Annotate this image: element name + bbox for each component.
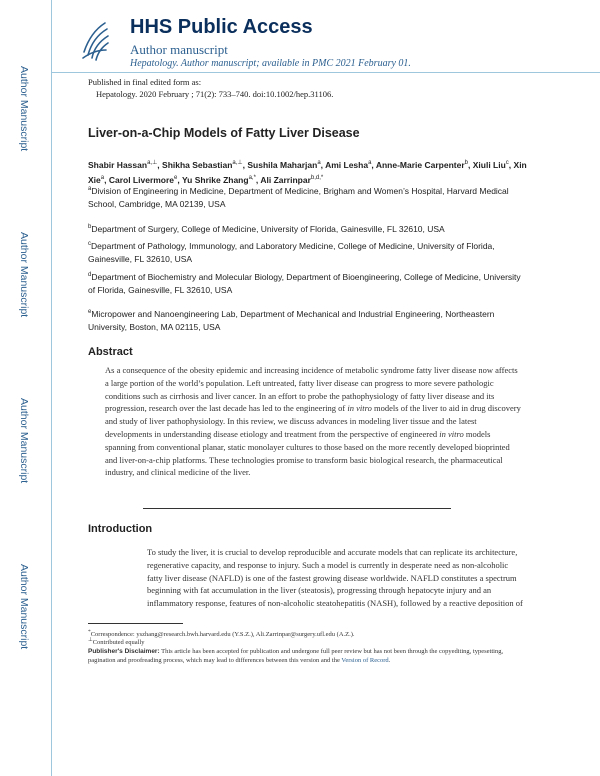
author: Xiuli Liu$^c$	[472, 159, 509, 170]
equal-contribution-footnote: ⊥Contributed equally	[88, 637, 145, 647]
abstract-text: As a consequence of the obesity epidemic and increasing incidence of metabolic syndrome fatty liver disease now affects a large portion of the world’s population. Left untreated, fatty liver disease can progress to more severe pathologic conditions such as cirrhosis and liver cancer. In an effort to probe the pathophysiology of fatty liver disease and its progression, research over the last decade has led to the engineering of in vitro models of the liver to aid in drug discovery and study of liver pathophysiology. In this review, we discuss advances in modeling liver tissue and the latest developments in understanding disease etiology and treatment from the perspective of engineered in vitro models spanning from conventional planar, static monolayer cultures to those based on the more recently developed bioprinted and liver-on-a-chip platforms. These technologies promise to transform basic biological research, the pharmaceutical industry, and clinical medicine of the liver.	[105, 365, 521, 478]
author: Sushila Maharjan$^a$	[247, 159, 321, 170]
affiliation-e: $^e$Micropower and Nanoengineering Lab, Department of Mechanical and Industrial Engineering, Northeastern University, Boston, MA 02115, USA	[88, 308, 495, 332]
header-journal-line: Hepatology. Author manuscript; available in PMC 2021 February 01.	[130, 58, 411, 69]
author: Ali Zarrinpar$^{b,d,*}$	[260, 174, 324, 185]
published-in-label: Published in final edited form as:	[88, 77, 202, 87]
affiliation-c: $^c$Department of Pathology, Immunology, and Laboratory Medicine, College of Medicine, University of Florida, Gainesville, FL 32610, USA	[88, 240, 495, 264]
author: Carol Livermore$^e$	[108, 174, 178, 185]
correspondence-footnote: *Correspondence: yszhang@research.bwh.harvard.edu (Y.S.Z.), Ali.Zarrinpar@surgery.ufl.edu (A.Z.).	[88, 629, 355, 639]
header-title: HHS Public Access	[130, 16, 313, 38]
paper-title: Liver-on-a-Chip Models of Fatty Liver Disease	[88, 126, 360, 140]
introduction-text: To study the liver, it is crucial to develop reproducible and accurate models that can replicate its architecture, regenerative capacity, and response to injury. Such a model is currently in desperate need as non-alcoholic fatty liver disease (NAFLD) is one of the fastest growing disease worldwide. NAFLD constitutes a spectrum beginning with fat accumulation in the liver (steatosis), progressing through hepatocyte injury and an inflammatory response, features of non-alcoholic steatohepatitis (NASH), followed by a reactive deposition of	[147, 547, 523, 609]
author: Anne-Marie Carpenter$^b$	[375, 159, 468, 170]
version-of-record-link[interactable]: Version of Record	[341, 656, 389, 664]
affiliation-b: $^b$Department of Surgery, College of Medicine, University of Florida, Gainesville, FL 32610, USA	[88, 223, 445, 234]
abstract-heading: Abstract	[88, 346, 133, 358]
author: Xin Xie$^a$	[88, 159, 527, 185]
author: Shikha Sebastian$^{a,\perp}$	[162, 159, 243, 170]
publisher-disclaimer: Publisher's Disclaimer: This article has been accepted for publication and undergone full peer review but has not been through the copyediting, typesetting, pagination and proofreading process, which may lead to differences between this version and the Version of Record.	[88, 648, 504, 664]
header-subtitle: Author manuscript	[130, 42, 228, 57]
citation-line: Hepatology. 2020 February ; 71(2): 733–740. doi:10.1002/hep.31106.	[96, 89, 334, 99]
hhs-eagle-logo-icon	[80, 20, 110, 62]
author-list: Shabir Hassan$^{a,\perp}$, Shikha Sebastian$^{a,\perp}$, Sushila Maharjan$^a$, Ami Lesha$^a$, Anne-Marie Carpenter$^b$, Xiuli Liu$^c$, Xin Xie$^a$, Carol Livermore$^e$, Yu Shrike Zhang$^{a,*}$, Ali Zarrinpar$^{b,d,*}$	[88, 159, 527, 185]
author: Yu Shrike Zhang$^{a,*}$	[181, 174, 256, 185]
affiliation-a: $^a$Division of Engineering in Medicine, Department of Medicine, Brigham and Women’s Hospital, Harvard Medical School, Cambridge, MA 02139, USA	[88, 185, 509, 209]
sidebar-divider	[51, 0, 52, 776]
footnote-rule	[88, 623, 183, 624]
introduction-heading: Introduction	[88, 523, 153, 535]
header-rule	[52, 72, 600, 73]
author: Shabir Hassan$^{a,\perp}$	[88, 159, 158, 170]
affiliation-d: $^d$Department of Biochemistry and Molecular Biology, Department of Bioengineering, College of Medicine, University of Florida, Gainesville, FL 32610, USA	[88, 271, 521, 295]
abstract-rule	[143, 508, 451, 509]
author: Ami Lesha$^a$	[325, 159, 372, 170]
